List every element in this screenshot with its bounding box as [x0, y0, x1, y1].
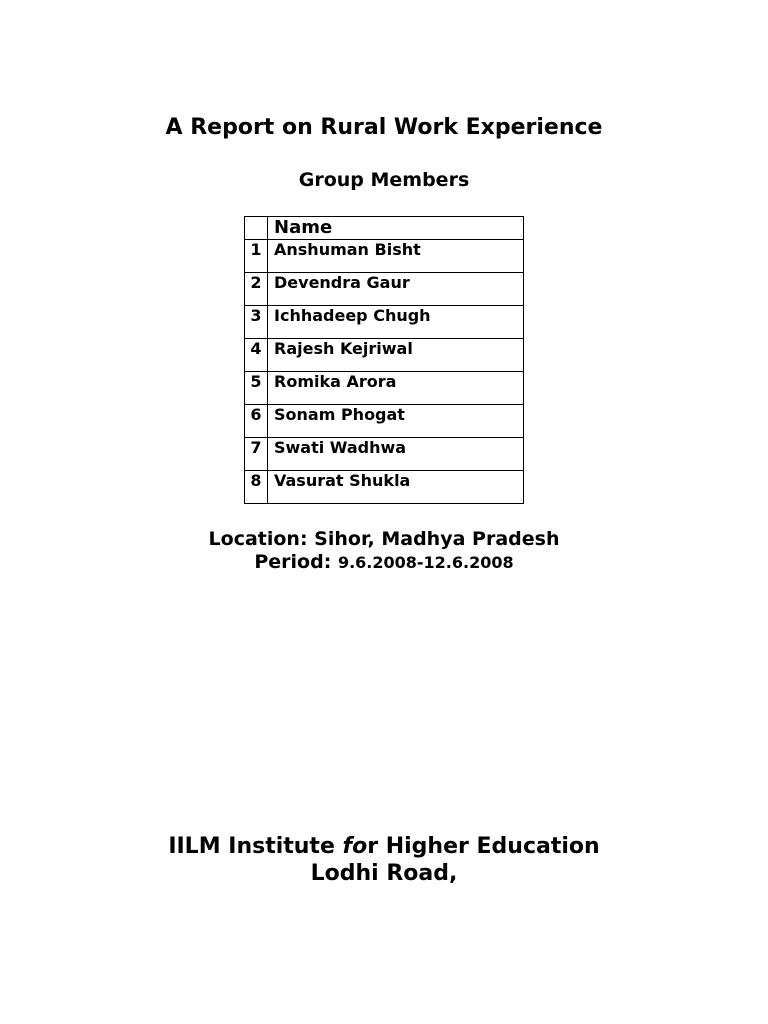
table-row	[245, 471, 524, 504]
member-name: Devendra Gaur	[268, 273, 524, 306]
member-number: 4	[245, 339, 268, 372]
location-line: Location: Sihor, Madhya Pradesh	[208, 528, 560, 550]
table-row	[245, 306, 524, 339]
member-name: Anshuman Bisht	[268, 240, 524, 273]
institute-name-italic: fo	[342, 834, 368, 859]
member-name: Swati Wadhwa	[268, 438, 524, 471]
table-row	[245, 405, 524, 438]
table-row	[245, 438, 524, 471]
institute-name	[0, 834, 768, 859]
member-name: Romika Arora	[268, 372, 524, 405]
table-row	[245, 273, 524, 306]
member-number: 6	[245, 405, 268, 438]
institute-name-part-2: r Higher Education	[367, 834, 600, 859]
member-number: 3	[245, 306, 268, 339]
table-row	[245, 372, 524, 405]
table-row	[245, 240, 524, 273]
period-dates: 9.6.2008-12.6.2008	[337, 553, 514, 572]
member-number: 2	[245, 273, 268, 306]
member-number: 1	[245, 240, 268, 273]
member-number: 8	[245, 471, 268, 504]
table-header-name: Name	[268, 217, 524, 240]
group-members-heading: Group Members	[298, 169, 470, 191]
member-number: 7	[245, 438, 268, 471]
member-name: Vasurat Shukla	[268, 471, 524, 504]
member-name: Ichhadeep Chugh	[268, 306, 524, 339]
table-row	[245, 339, 524, 372]
group-members-table	[244, 216, 524, 504]
period-label: Period:	[254, 551, 332, 573]
report-title: A Report on Rural Work Experience	[165, 115, 603, 140]
member-name: Sonam Phogat	[268, 405, 524, 438]
member-name: Rajesh Kejriwal	[268, 339, 524, 372]
institute-name-part-1: IILM Institute	[168, 834, 343, 859]
institute-address: Lodhi Road,	[310, 861, 458, 886]
table-header-number-cell	[245, 217, 268, 240]
member-number: 5	[245, 372, 268, 405]
period-line	[0, 551, 768, 573]
table-header-row	[245, 217, 524, 240]
